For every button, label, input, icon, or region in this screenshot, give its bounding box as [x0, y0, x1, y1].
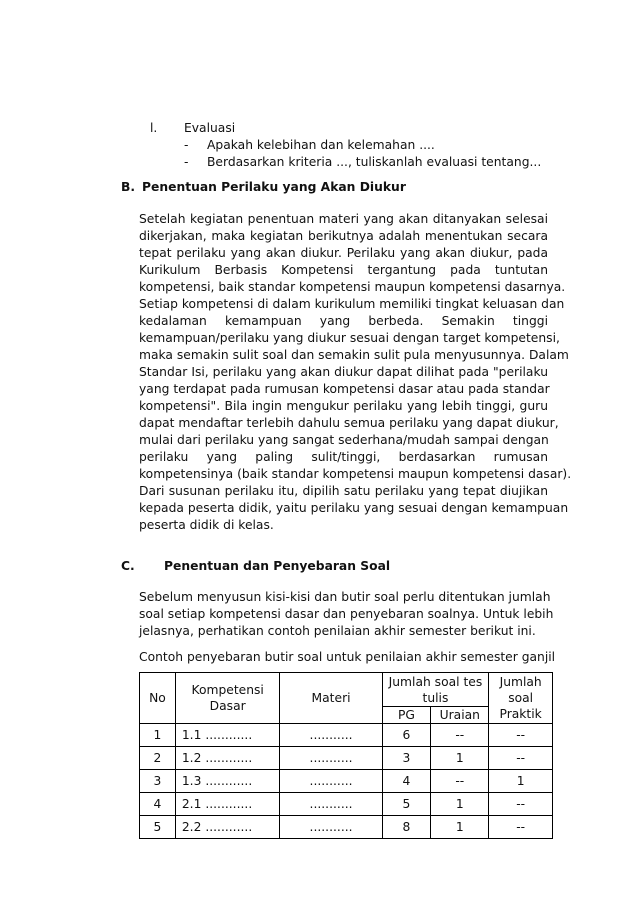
distribution-table [139, 672, 553, 839]
paragraph-line: kemampuan/perilaku yang diukur sesuai dengan target kompetensi, [139, 331, 560, 345]
paragraph-line: Standar Isi, perilaku yang akan diukur dapat dilihat pada "perilaku [139, 365, 548, 379]
paragraph-line: dikerjakan, maka kegiatan berikutnya adalah menentukan secara [139, 229, 548, 243]
paragraph-line: kepada peserta didik, yaitu perilaku yang sesuai dengan kemampuan [139, 501, 569, 515]
paragraph-line: kompetensi, baik standar kompetensi maupun kompetensi dasarnya. [139, 280, 566, 294]
table-row [140, 724, 553, 747]
cell-kd: 2.1 ............ [175, 793, 280, 816]
cell-materi: ........... [280, 816, 382, 839]
cell-materi: ........... [280, 770, 382, 793]
paragraph-line: kedalaman kemampuan yang berbeda. Semakin tinggi [139, 314, 548, 328]
paragraph-line: soal setiap kompetensi dasar dan penyebaran soalnya. Untuk lebih [139, 607, 554, 621]
paragraph-line: jelasnya, perhatikan contoh penilaian akhir semester berikut ini. [139, 624, 536, 638]
cell-pg: 4 [382, 770, 431, 793]
header-praktik: Jumlah soal Praktik [489, 673, 553, 724]
bullet-dash: - [184, 155, 189, 169]
paragraph-line: mulai dari perilaku yang sangat sederhana/mudah sampai dengan [139, 433, 549, 447]
paragraph-line: peserta didik di kelas. [139, 518, 274, 532]
section-marker: C. [121, 559, 135, 573]
header-no: No [140, 673, 176, 724]
paragraph-line: perilaku yang paling sulit/tinggi, berdasarkan rumusan [139, 450, 548, 464]
cell-kd: 1.1 ............ [175, 724, 280, 747]
bullet-dash: - [184, 138, 189, 152]
paragraph-line: Setelah kegiatan penentuan materi yang akan ditanyakan selesai [139, 212, 548, 226]
cell-pg: 6 [382, 724, 431, 747]
paragraph-line: Kurikulum Berbasis Kompetensi tergantung pada tuntutan [139, 263, 548, 277]
cell-praktik: -- [489, 747, 553, 770]
cell-pg: 8 [382, 816, 431, 839]
cell-no: 4 [140, 793, 176, 816]
cell-praktik: -- [489, 724, 553, 747]
list-marker: l. [150, 121, 158, 135]
table-caption: Contoh penyebaran butir soal untuk penilaian akhir semester ganjil [139, 650, 556, 664]
table-row [140, 793, 553, 816]
cell-uraian: 1 [431, 793, 489, 816]
cell-kd: 1.3 ............ [175, 770, 280, 793]
list-title: Evaluasi [184, 121, 236, 135]
cell-materi: ........... [280, 793, 382, 816]
header-uraian: Uraian [431, 707, 489, 724]
paragraph-line: kompetensinya (baik standar kompetensi maupun kompetensi dasar). [139, 467, 572, 481]
cell-uraian: 1 [431, 747, 489, 770]
cell-pg: 3 [382, 747, 431, 770]
paragraph-line: yang terdapat pada rumusan kompetensi dasar atau pada standar [139, 382, 550, 396]
header-kompetensi: Kompetensi Dasar [175, 673, 280, 724]
paragraph-line: Dari susunan perilaku itu, dipilih satu perilaku yang tepat diujikan [139, 484, 548, 498]
cell-pg: 5 [382, 793, 431, 816]
header-pg: PG [382, 707, 431, 724]
cell-kd: 2.2 ............ [175, 816, 280, 839]
paragraph-line: dapat mendaftar terlebih dahulu semua perilaku yang dapat diukur, [139, 416, 559, 430]
cell-materi: ........... [280, 747, 382, 770]
table-header-row [140, 673, 553, 707]
cell-praktik: -- [489, 793, 553, 816]
paragraph-line: Sebelum menyusun kisi-kisi dan butir soal perlu ditentukan jumlah [139, 590, 551, 604]
cell-materi: ........... [280, 724, 382, 747]
paragraph-line: maka semakin sulit soal dan semakin sulit pula menyusunnya. Dalam [139, 348, 569, 362]
table-row [140, 770, 553, 793]
paragraph-line: tepat perilaku yang akan diukur. Perilaku yang akan diukur, pada [139, 246, 548, 260]
section-heading: Penentuan dan Penyebaran Soal [164, 559, 391, 573]
cell-no: 5 [140, 816, 176, 839]
cell-kd: 1.2 ............ [175, 747, 280, 770]
table-row [140, 816, 553, 839]
cell-no: 1 [140, 724, 176, 747]
cell-praktik: 1 [489, 770, 553, 793]
header-tes-tulis: Jumlah soal tes tulis [382, 673, 489, 707]
section-heading: Penentuan Perilaku yang Akan Diukur [142, 180, 406, 194]
cell-no: 3 [140, 770, 176, 793]
paragraph-line: kompetensi". Bila ingin mengukur perilaku yang lebih tinggi, guru [139, 399, 548, 413]
cell-uraian: -- [431, 724, 489, 747]
table-row [140, 747, 553, 770]
cell-praktik: -- [489, 816, 553, 839]
cell-uraian: -- [431, 770, 489, 793]
header-materi: Materi [280, 673, 382, 724]
cell-no: 2 [140, 747, 176, 770]
cell-uraian: 1 [431, 816, 489, 839]
section-marker: B. [121, 180, 136, 194]
bullet-text: Apakah kelebihan dan kelemahan .... [207, 138, 435, 152]
bullet-text: Berdasarkan kriteria ..., tuliskanlah evaluasi tentang... [207, 155, 542, 169]
paragraph-line: Setiap kompetensi di dalam kurikulum memiliki tingkat keluasan dan [139, 297, 565, 311]
